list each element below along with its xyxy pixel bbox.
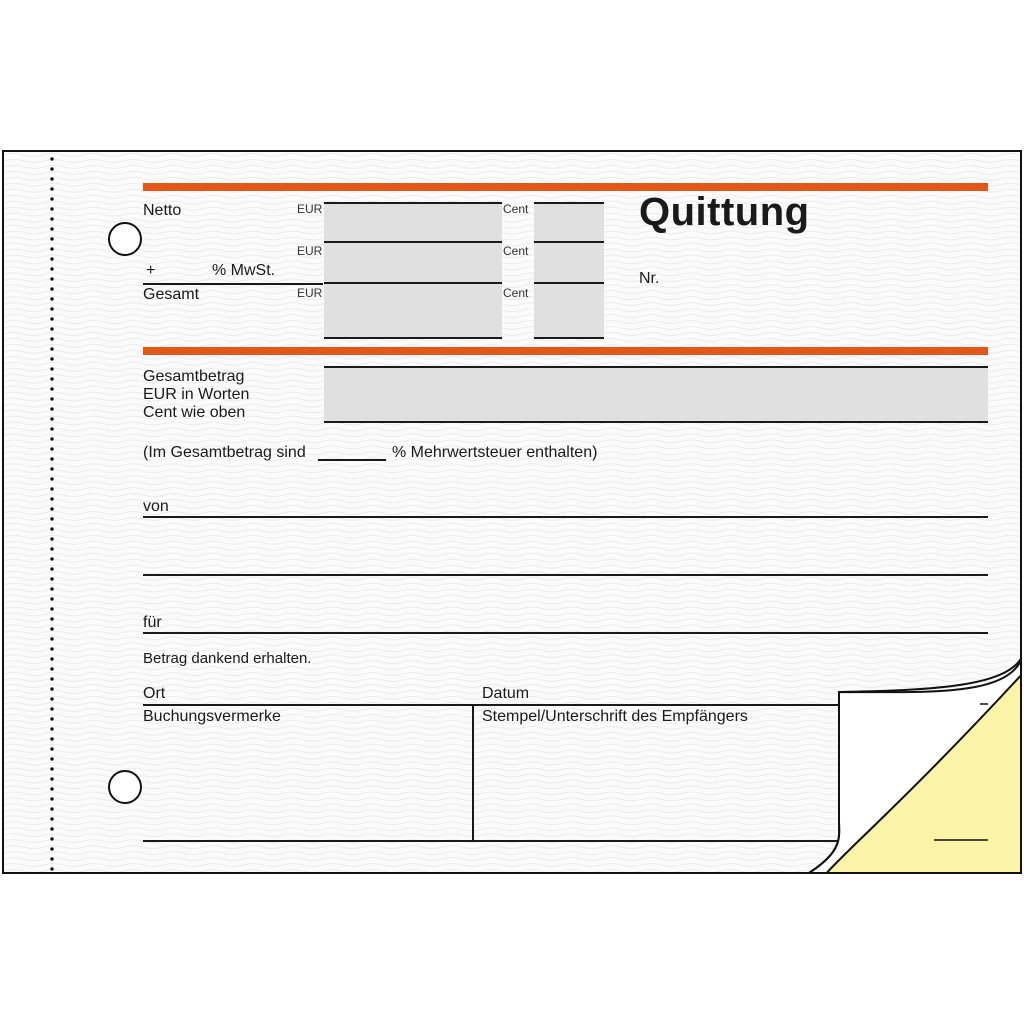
plus-label: + bbox=[146, 262, 156, 279]
cent-label-netto: Cent bbox=[503, 202, 529, 216]
mwst-label: % MwSt. bbox=[212, 262, 276, 279]
cent-line-1 bbox=[534, 202, 604, 204]
curled-corner bbox=[784, 652, 1022, 874]
fuer-line[interactable] bbox=[143, 632, 988, 634]
punch-hole-bottom bbox=[108, 770, 142, 804]
cent-amount-field[interactable] bbox=[534, 204, 604, 338]
signature-divider bbox=[472, 704, 474, 842]
stempel-label: Stempel/Unterschrift des Empfängers bbox=[482, 708, 748, 725]
mwst-percent-blank[interactable] bbox=[318, 459, 386, 461]
gesamtbetrag-label-2: EUR in Worten bbox=[143, 386, 250, 403]
eur-amount-field[interactable] bbox=[324, 204, 502, 338]
cent-line-2 bbox=[534, 241, 604, 243]
eur-line-1 bbox=[324, 202, 502, 204]
eur-line-2 bbox=[324, 241, 502, 243]
gesamtbetrag-label-1: Gesamtbetrag bbox=[143, 368, 245, 385]
thanks-label: Betrag dankend erhalten. bbox=[143, 650, 312, 667]
gesamt-label: Gesamt bbox=[143, 286, 200, 303]
ort-label: Ort bbox=[143, 685, 166, 702]
von-line[interactable] bbox=[143, 516, 988, 518]
netto-label: Netto bbox=[143, 202, 182, 219]
buchung-label: Buchungsvermerke bbox=[143, 708, 281, 725]
accent-bar-top bbox=[143, 183, 988, 191]
von-line-2[interactable] bbox=[143, 574, 988, 576]
words-line-top bbox=[324, 366, 988, 368]
curl-edge-side bbox=[804, 692, 839, 874]
nr-label: Nr. bbox=[639, 270, 660, 287]
amount-in-words-field[interactable] bbox=[324, 368, 988, 422]
cent-line-4 bbox=[534, 337, 604, 339]
cent-label-gesamt: Cent bbox=[503, 286, 529, 300]
words-line-bottom bbox=[324, 421, 988, 423]
datum-label: Datum bbox=[482, 685, 530, 702]
mwst-note-prefix: (Im Gesamtbetrag sind bbox=[143, 444, 306, 461]
cent-line-3 bbox=[534, 282, 604, 284]
receipt-form bbox=[2, 150, 1022, 874]
eur-label-netto: EUR bbox=[297, 202, 323, 216]
punch-hole-top bbox=[108, 222, 142, 256]
accent-bar-middle bbox=[143, 347, 988, 355]
fuer-label: für bbox=[143, 614, 162, 631]
eur-line-4 bbox=[324, 337, 502, 339]
form-title: Quittung bbox=[639, 190, 810, 234]
gesamtbetrag-label-3: Cent wie oben bbox=[143, 404, 246, 421]
cent-label-mwst: Cent bbox=[503, 244, 529, 258]
eur-label-gesamt: EUR bbox=[297, 286, 323, 300]
perforation-line bbox=[50, 154, 54, 872]
von-label: von bbox=[143, 498, 169, 515]
eur-line-3 bbox=[324, 282, 502, 284]
mwst-note-suffix: % Mehrwertsteuer enthalten) bbox=[392, 444, 598, 461]
eur-label-mwst: EUR bbox=[297, 244, 323, 258]
mwst-underline bbox=[143, 283, 323, 285]
